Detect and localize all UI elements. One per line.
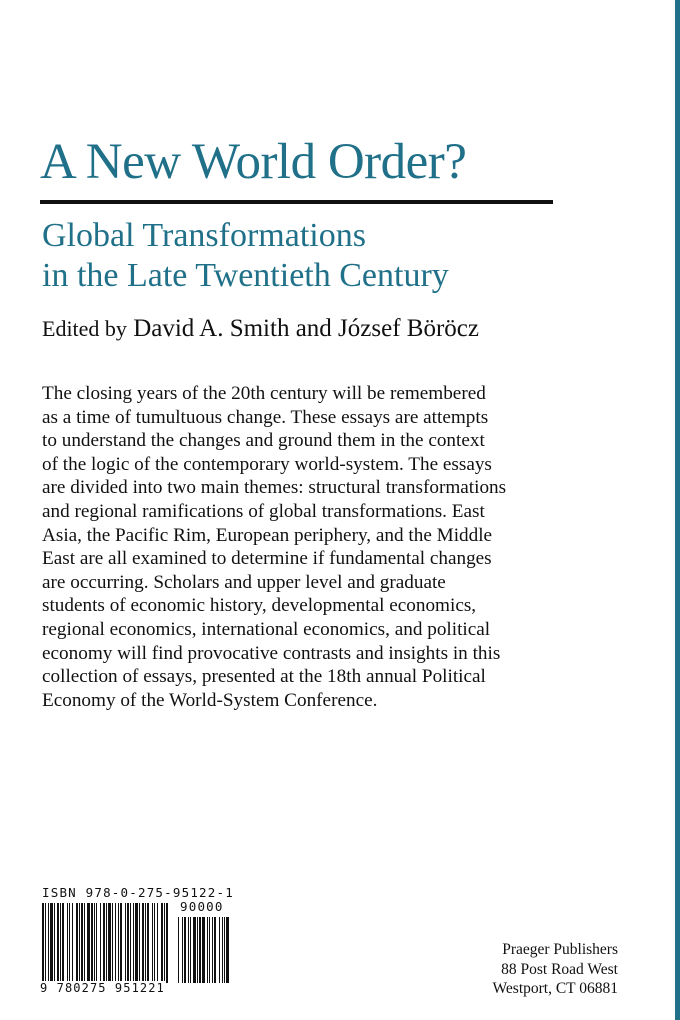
description-line: The closing years of the 20th century will be remembered: [42, 383, 486, 404]
description-line: of the logic of the contemporary world-system. The essays: [42, 453, 492, 475]
barcode-digits: 9 780275 951221: [40, 981, 165, 995]
editors-prefix: Edited by: [42, 316, 127, 341]
description-line: regional economics, international economics, and political: [42, 618, 491, 640]
description-line: collection of essays, presented at the 18th annual Political: [42, 666, 486, 688]
publisher-address: [493, 940, 618, 999]
spine-edge-bar: [675, 0, 680, 1020]
description-line: economy will find provocative contrasts and insights in this: [42, 642, 501, 664]
description-line: Economy of the World-System Conference.: [42, 689, 378, 711]
publisher-name: Praeger Publishers: [502, 941, 618, 958]
editors-credit: [42, 315, 479, 343]
publisher-city: Westport, CT 06881: [492, 980, 618, 997]
description-line: are occurring. Scholars and upper level and graduate: [42, 571, 446, 593]
isbn-barcode: [40, 885, 236, 995]
description-line: as a time of tumultuous change. These essays are attempts: [42, 406, 489, 428]
description-line: Asia, the Pacific Rim, European periphery, and the Middle: [42, 524, 493, 546]
description-line: East are all examined to determine if fundamental changes: [42, 548, 492, 570]
barcode-addon-code: 90000: [180, 899, 224, 914]
description-line: students of economic history, developmental economics,: [42, 595, 477, 617]
publisher-street: 88 Post Road West: [501, 960, 618, 978]
isbn-label: ISBN 978-0-275-95122-1: [42, 885, 234, 900]
book-subtitle: [42, 216, 449, 296]
book-description: [42, 382, 642, 712]
subtitle-line-1: Global Transformations: [42, 217, 366, 254]
editors-names: David A. Smith and József Böröcz: [133, 315, 479, 342]
subtitle-line-2: in the Late Twentieth Century: [42, 257, 449, 294]
description-line: are divided into two main themes: structural transformations: [42, 477, 507, 499]
title-divider: [40, 200, 553, 204]
description-line: and regional ramifications of global transformations. East: [42, 500, 485, 522]
book-title: A New World Order?: [40, 134, 467, 190]
description-line: to understand the changes and ground them in the context: [42, 430, 485, 452]
